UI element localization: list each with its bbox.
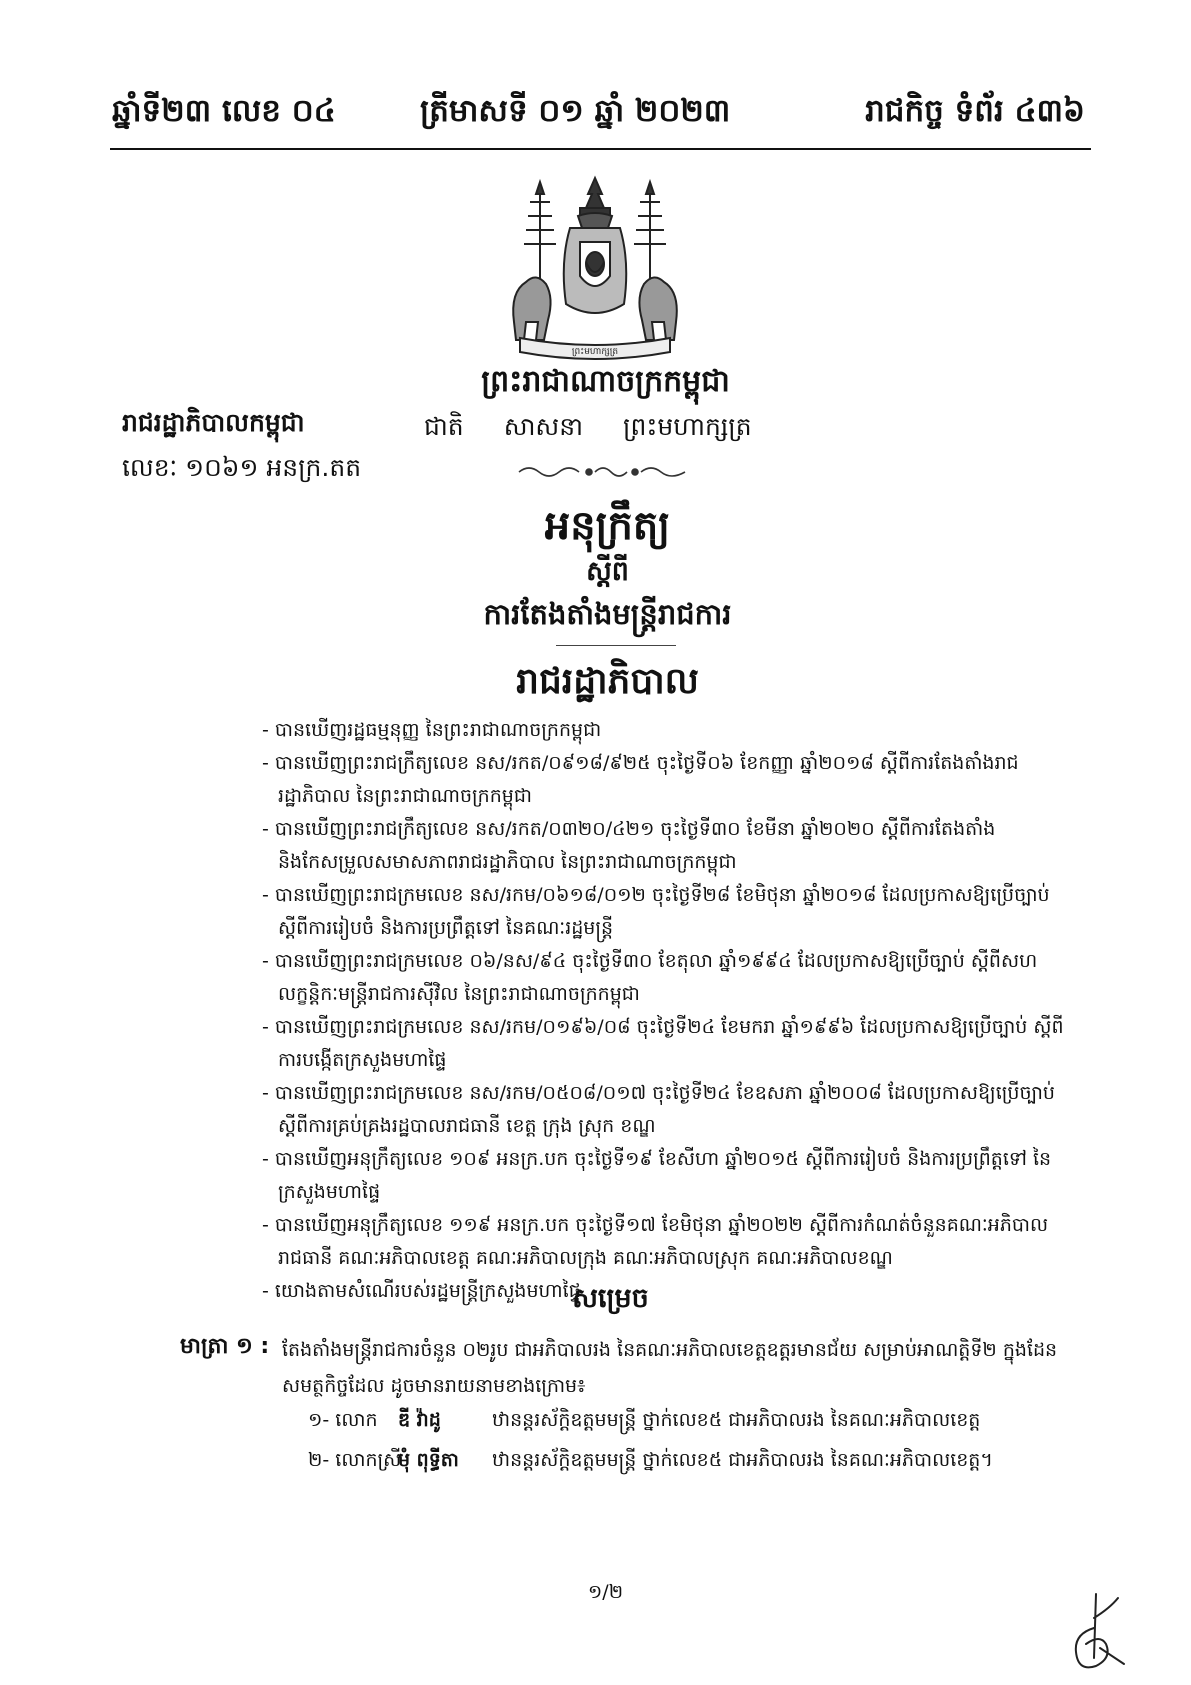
legal-basis-item: - បានឃើញព្រះរាជក្រមលេខ នស/រកម/០៥០៨/០១៧ ចុះថ្ងៃទី២៤ ខែឧសភា ឆ្នាំ២០០៨ ដែលប្រកាសឱ្យប្រើច្បាប់ ស្តីពីការគ្រប់គ្រងរដ្ឋបាលរាជធានី ខេត្ត ក្រុង ស្រុក ខណ្ឌ bbox=[262, 1082, 1055, 1137]
legal-basis-item: - បានឃើញព្រះរាជក្រមលេខ នស/រកម/០៦១៨/០១២ ចុះថ្ងៃទី២៨ ខែមិថុនា ឆ្នាំ២០១៨ ដែលប្រកាសឱ្យប្រើច្បាប់ ស្តីពីការរៀបចំ និងការប្រព្រឹត្តទៅ នៃគណៈរដ្ឋមន្ត្រី bbox=[262, 884, 1050, 939]
appointee-title: ១- លោក bbox=[308, 1409, 378, 1431]
appointee-title: ២- លោកស្រី bbox=[308, 1449, 402, 1471]
appointee-name: ឌី វ៉ាដូ bbox=[398, 1409, 441, 1431]
subject-divider bbox=[556, 645, 676, 646]
legal-basis-item: - យោងតាមសំណើរបស់រដ្ឋមន្ត្រីក្រសួងមហាផ្ទៃ bbox=[262, 1280, 581, 1302]
header-gazette-page: រាជកិច្ច ទំព័រ ៤៣៦ bbox=[865, 93, 1085, 129]
legal-basis-item: - បានឃើញព្រះរាជក្រមលេខ នស/រកម/០១៩៦/០៨ ចុះថ្ងៃទី២៤ ខែមករា ឆ្នាំ១៩៩៦ ដែលប្រកាសឱ្យប្រើច្បាប់ ស្តីពីការបង្កើតក្រសួងមហាផ្ទៃ bbox=[262, 1016, 1064, 1071]
handwritten-signature-icon bbox=[1066, 1588, 1130, 1678]
appointee-name: មុំ ពុទ្ធីតា bbox=[398, 1449, 459, 1471]
royal-coat-of-arms-icon bbox=[500, 172, 690, 362]
header-quarter: ត្រីមាសទី ០១ ឆ្នាំ ២០២៣ bbox=[420, 93, 731, 129]
emblem-banner-text: ព្រះមហាក្សត្រ bbox=[571, 347, 619, 357]
document-subject: ការតែងតាំងមន្ត្រីរាជការ bbox=[483, 597, 732, 631]
article-label: មាត្រា ១ : bbox=[180, 1334, 270, 1359]
ornament-divider-icon bbox=[517, 460, 687, 484]
government-name: រាជរដ្ឋាភិបាលកម្ពុជា bbox=[122, 408, 305, 437]
document-type: អនុក្រឹត្យ bbox=[544, 503, 671, 549]
motto-nation: ជាតិ bbox=[424, 412, 464, 441]
motto-king: ព្រះមហាក្សត្រ bbox=[623, 412, 752, 441]
appointee-row bbox=[308, 1408, 980, 1436]
decision-heading: សម្រេច bbox=[572, 1283, 649, 1314]
appointee-detail: ឋានន្តរស័ក្តិឧត្តមមន្ត្រី ថ្នាក់លេខ៥ ជាអភិបាលរង នៃគណៈអភិបាលខេត្ត bbox=[492, 1409, 981, 1431]
article-text: តែងតាំងមន្ត្រីរាជការចំនួន ០២រូប ជាអភិបាលរង នៃគណៈអភិបាលខេត្តឧត្តរមានជ័យ សម្រាប់អាណត្តិទី២ ក្នុងដែនសមត្ថកិច្ចដែល ដូចមានរាយនាមខាងក្រោម៖ bbox=[282, 1339, 1058, 1397]
legal-basis-item: - បានឃើញព្រះរាជក្រឹត្យលេខ នស/រកត/០៩១៨/៩២៥ ចុះថ្ងៃទី០៦ ខែកញ្ញា ឆ្នាំ២០១៨ ស្តីពីការតែងតាំងរាជរដ្ឋាភិបាល នៃព្រះរាជាណាចក្រកម្ពុជា bbox=[262, 752, 1019, 807]
appointee-row bbox=[308, 1448, 993, 1476]
legal-basis-item: - បានឃើញព្រះរាជក្រឹត្យលេខ នស/រកត/០៣២០/៤២១ ចុះថ្ងៃទី៣០ ខែមីនា ឆ្នាំ២០២០ ស្តីពីការតែងតាំង និងកែសម្រួលសមាសភាពរាជរដ្ឋាភិបាល នៃព្រះរាជាណាចក្រកម្ពុជា bbox=[262, 818, 996, 873]
legal-basis-item: - បានឃើញអនុក្រឹត្យលេខ ១០៩ អនក្រ.បក ចុះថ្ងៃទី១៩ ខែសីហា ឆ្នាំ២០១៥ ស្តីពីការរៀបចំ និងការប្រព្រឹត្តទៅ នៃក្រសួងមហាផ្ទៃ bbox=[262, 1148, 1052, 1203]
header-year-issue: ឆ្នាំទី២៣ លេខ ០៤ bbox=[112, 93, 336, 129]
national-motto bbox=[424, 412, 792, 448]
page-number: ១/២ bbox=[587, 1581, 624, 1603]
legal-basis-item: - បានឃើញរដ្ឋធម្មនុញ្ញ នៃព្រះរាជាណាចក្រកម្ពុជា bbox=[262, 719, 602, 741]
appointee-detail: ឋានន្តរស័ក្តិឧត្តមមន្ត្រី ថ្នាក់លេខ៥ ជាអភិបាលរង នៃគណៈអភិបាលខេត្ត។ bbox=[492, 1449, 993, 1471]
header-divider bbox=[110, 148, 1091, 150]
kingdom-title: ព្រះរាជាណាចក្រកម្ពុជា bbox=[481, 364, 730, 399]
about-label: ស្តីពី bbox=[586, 556, 629, 587]
document-number: លេខៈ ១០៦១ អនក្រ.តត bbox=[122, 453, 362, 482]
legal-basis-list bbox=[262, 714, 1082, 1308]
issuing-authority: រាជរដ្ឋាភិបាល bbox=[516, 661, 699, 702]
motto-religion: សាសនា bbox=[503, 412, 584, 441]
legal-basis-item: - បានឃើញព្រះរាជក្រមលេខ ០៦/នស/៩៤ ចុះថ្ងៃទី៣០ ខែតុលា ឆ្នាំ១៩៩៤ ដែលប្រកាសឱ្យប្រើច្បាប់ ស្តីពីសហលក្ខន្តិកៈមន្ត្រីរាជការស៊ីវិល នៃព្រះរាជាណាចក្រកម្ពុជា bbox=[262, 950, 1038, 1005]
legal-basis-item: - បានឃើញអនុក្រឹត្យលេខ ១១៩ អនក្រ.បក ចុះថ្ងៃទី១៧ ខែមិថុនា ឆ្នាំ២០២២ ស្តីពីការកំណត់ចំនួនគណៈអភិបាលរាជធានី គណៈអភិបាលខេត្ត គណៈអភិបាលក្រុង គណៈអភិបាលស្រុក គណៈអភិបាលខណ្ឌ bbox=[262, 1214, 1049, 1269]
